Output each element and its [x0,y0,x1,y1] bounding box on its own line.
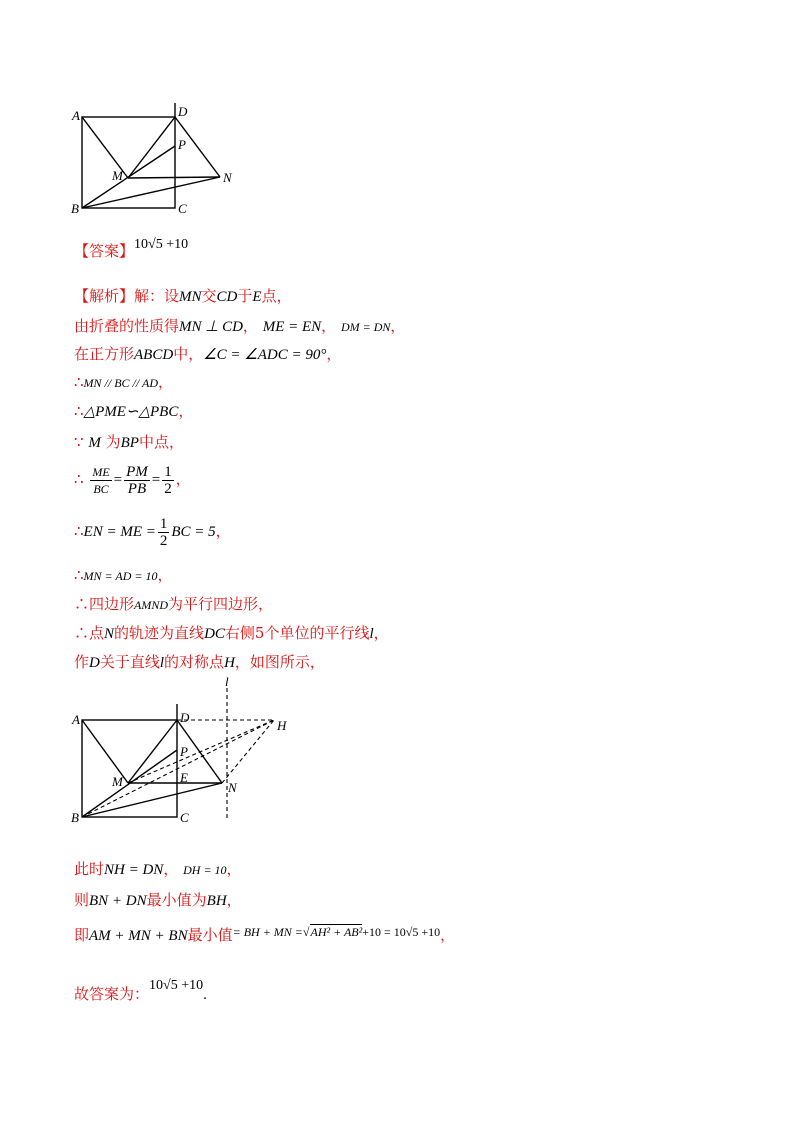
text: 交 [201,287,217,305]
therefore-symbol: ∴ [74,470,84,488]
numerator: 1 [164,463,172,480]
math: M [88,435,101,451]
math: BP [120,435,139,451]
sqrt-radicand: AH² + AB² [310,925,363,939]
text: 为 [105,433,121,451]
segment-nh [222,720,274,783]
math: MN ⊥ CD [179,319,243,335]
text: 右侧5个单位的平行线 [224,624,370,642]
math: NH = DN [104,862,164,878]
therefore-symbol: ∴ [74,595,90,613]
label-l: l [225,674,229,689]
text: 最小值 [187,926,233,944]
analysis-line-5 [74,401,193,422]
text: 由折叠的性质得 [74,317,180,335]
analysis-line-10 [74,594,273,615]
text: 此时 [74,860,105,878]
label-h: H [277,718,287,733]
analysis-line-1 [74,286,292,307]
label-p: P [180,744,188,759]
label-b: B [71,810,79,825]
analysis-line-9 [74,565,173,586]
text: ， [390,317,406,335]
fraction-one-half [162,464,174,497]
math: △PME∽△PBC [83,404,179,420]
math: BC = 5 [171,524,216,540]
text: 即 [74,926,90,944]
segment-dm [128,117,175,178]
label-a: A [72,108,80,123]
math: l [369,626,374,642]
text: 点 [89,624,105,642]
text: ， [321,317,337,335]
text: ， [242,317,258,335]
fraction-one-half [158,516,170,549]
fraction-pm-pb [124,464,150,497]
denominator: 2 [159,532,168,549]
therefore-symbol: ∴ [74,373,84,391]
text: 最小值为 [146,891,207,909]
math: l [159,655,165,671]
text: ， [175,470,191,488]
text: 作 [74,653,90,671]
math: ∠C = ∠ADC = 90° [203,347,327,363]
math: = BH + MN = [232,925,303,939]
math: DM = DN [340,320,391,334]
math: MN = AD = 10 [83,569,158,583]
text: ， [326,345,342,363]
text: ， [163,860,179,878]
math: AM + MN + BN [89,928,188,944]
math: CD [216,289,238,305]
label-n: N [228,780,237,795]
label-e: E [180,770,188,785]
text: 的对称点 [164,653,225,671]
text: ， [440,926,456,944]
therefore-symbol: ∴ [74,402,84,420]
therefore-symbol: ∴ [74,566,84,584]
math: AMND [134,598,169,612]
label-p: P [178,137,186,152]
answer-value: 10√5 +10 [149,978,204,993]
label-c: C [178,201,187,216]
label-d: D [178,104,188,119]
numerator: 1 [159,515,168,532]
text: 为平行四边形， [168,595,274,613]
fraction-me-bc [90,464,111,497]
text: 关于直线 [99,653,160,671]
text: 解：设 [134,287,180,305]
analysis-line-12 [74,652,325,673]
segment-mh [128,720,274,783]
math: MN // BC // AD [83,376,158,390]
denominator: PB [127,480,147,497]
label-a: A [72,712,80,727]
figure-2-svg [70,674,300,828]
equals: = [151,472,161,488]
text: 点， [261,287,292,305]
text: . [203,987,207,1003]
segment-dm [128,720,177,783]
segment-bn [82,177,220,208]
math: H [224,655,235,671]
figure-symmetric-point [70,674,300,828]
math: BN + DN [89,893,147,909]
text: 故答案为： [74,985,150,1003]
label-c: C [180,810,189,825]
text: 中， [173,345,204,363]
square-abcd [82,117,175,208]
math: E [252,289,262,305]
text: ， [226,891,242,909]
math: ABCD [134,347,174,363]
analysis-line-16 [74,978,207,1006]
analysis-line-14 [74,890,242,911]
numerator: ME [92,464,110,479]
figure-1-svg [70,100,240,225]
analysis-label: 【解析】 [74,287,135,305]
analysis-line-7 [74,462,191,497]
equals: = [113,472,123,488]
label-m: M [112,774,123,789]
text: 在正方形 [74,345,135,363]
analysis-line-15 [74,925,455,946]
segment-bn [82,783,222,817]
analysis-line-3 [74,344,341,365]
math: DH = 10 [183,863,227,877]
text: 中点， [138,433,184,451]
text: ， [157,566,173,584]
text: ， [373,624,389,642]
math: +10 = 10√5 +10 [362,925,441,939]
text: 于 [237,287,253,305]
label-n: N [223,170,232,185]
text: 的轨迹为直线 [114,624,205,642]
segment-mn [128,177,220,178]
answer-line [74,237,189,263]
denominator: 2 [164,480,172,497]
math: ME = EN [262,319,322,335]
text: ，如图所示， [234,653,325,671]
answer-label: 【答案】 [74,242,135,260]
text: ， [158,373,174,391]
math: EN = ME = [83,524,156,540]
analysis-line-6 [74,432,184,453]
analysis-line-4 [74,372,173,393]
analysis-line-13 [74,859,242,880]
because-symbol: ∵ [74,433,84,451]
analysis-line-8 [74,514,231,549]
label-m: M [112,168,123,183]
label-b: B [71,201,79,216]
math: BH [206,893,227,909]
text: 四边形 [89,595,135,613]
text: ， [178,402,194,420]
therefore-symbol: ∴ [74,522,84,540]
numerator: PM [126,463,148,480]
figure-square-fold [70,100,240,225]
analysis-line-11 [74,623,389,644]
text: 则 [74,891,90,909]
denominator: BC [93,481,109,496]
therefore-symbol: ∴ [74,624,90,642]
label-d: D [180,710,190,725]
math: N [104,626,115,642]
math: D [89,655,100,671]
text: ， [215,522,231,540]
segment-bh [82,720,274,817]
text: ， [226,860,242,878]
math: MN [179,289,202,305]
math: DC [204,626,225,642]
analysis-line-2 [74,316,405,337]
answer-value: 10√5 +10 [134,237,189,252]
sqrt-expression: √AH² + AB² [302,925,363,939]
